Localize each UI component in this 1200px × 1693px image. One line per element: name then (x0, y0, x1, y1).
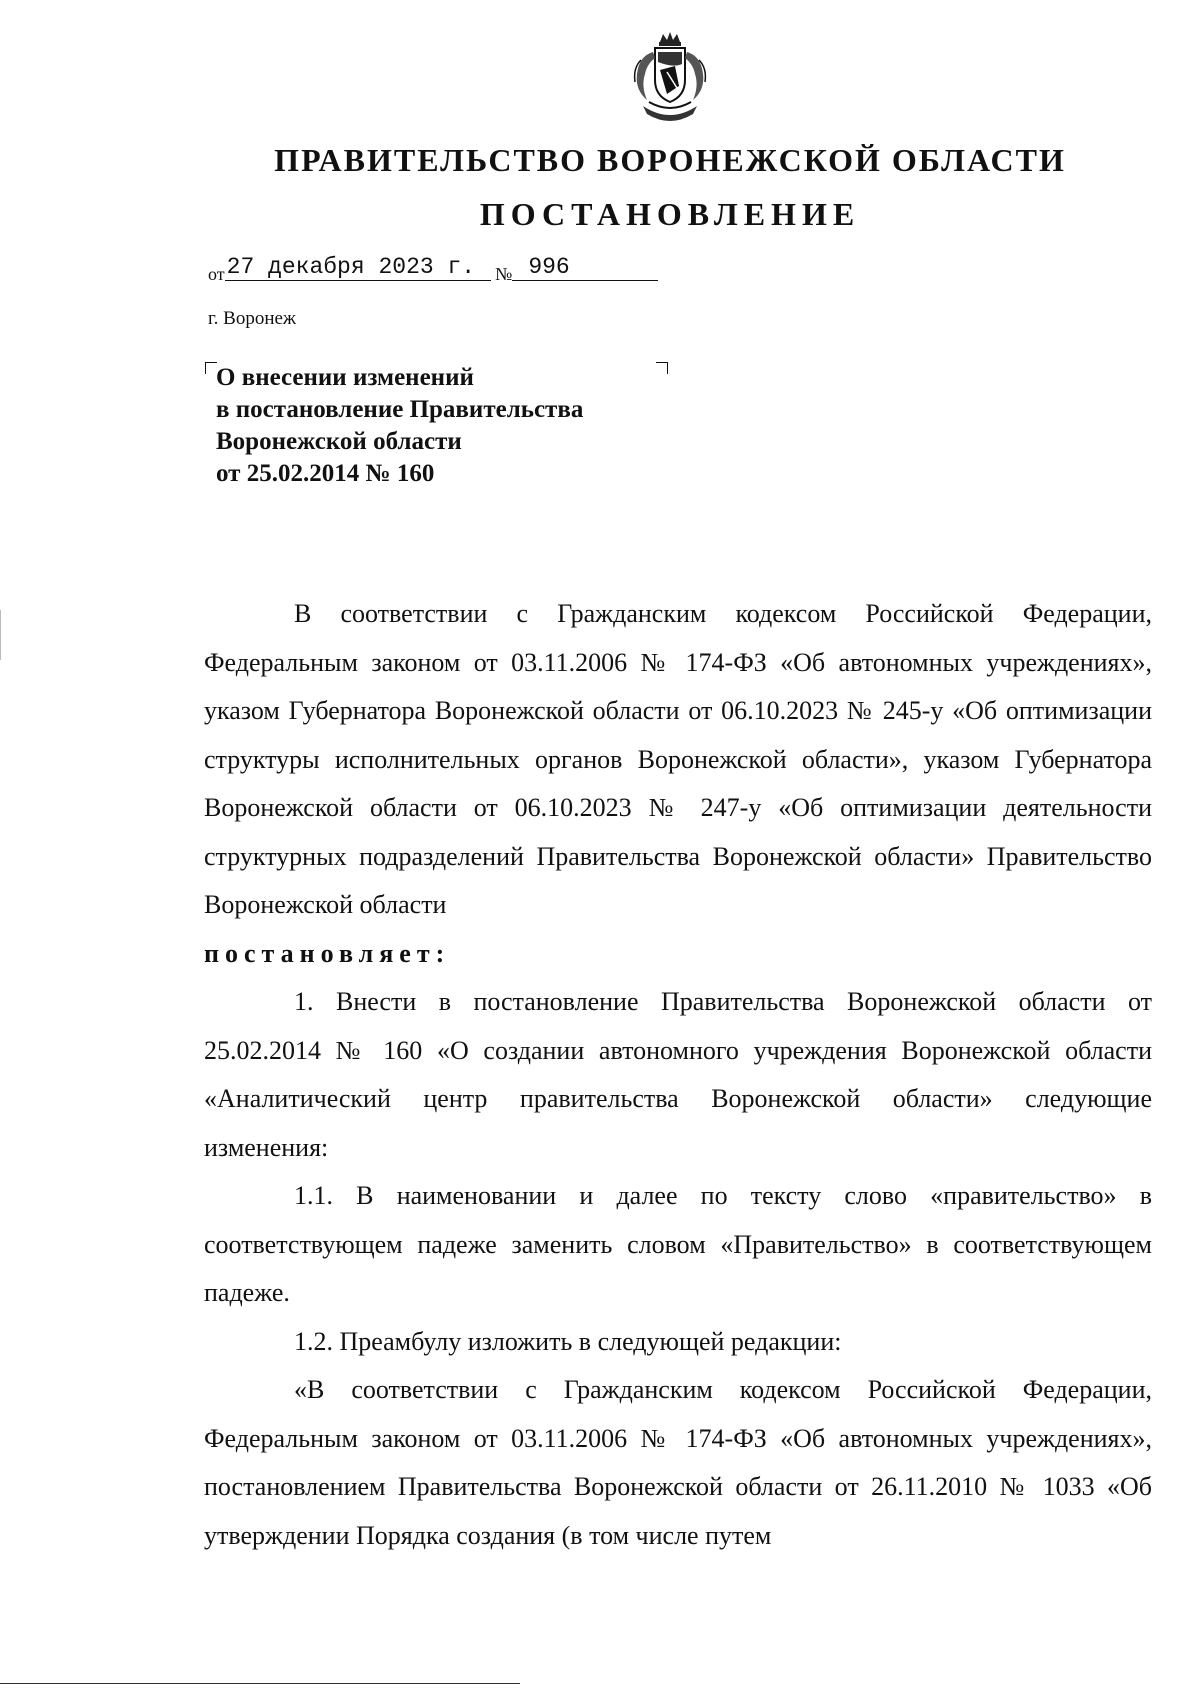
preamble-paragraph: В соответствии с Гражданским кодексом Российской Федерации, Федеральным законом от 03.11.2006 № 174-ФЗ «Об автономных учреждениях», указом Губернатора Воронежской области от 06.10.2023 № 245-у «Об оптимизации структуры исполнительных органов Воронежской области», указом Губернатора Воронежской области от 06.10.2023 № 247-у «Об оптимизации деятельности структурных подразделений Правительства Воронежской области» Правительство Воронежской области (204, 599, 1152, 919)
number-label: № (495, 264, 513, 284)
subject-line: Воронежской области (216, 428, 462, 455)
subject-bracket-right (656, 362, 668, 374)
resolves-line (204, 930, 1152, 979)
footer-rule (0, 1683, 520, 1684)
coat-of-arms-icon (627, 28, 713, 128)
item-1-paragraph: 1. Внести в постановление Правительства Воронежской области от 25.02.2014 № 160 «О создании автономного учреждения Воронежской области «Аналитический центр правительства Воронежской области» следующие изменения: (204, 987, 1152, 1162)
date-value: 27 декабря 2023 г. (225, 254, 491, 281)
item-1-2-paragraph: 1.2. Преамбулу изложить в следующей редакции: (294, 1326, 842, 1356)
item-1-1-paragraph: 1.1. В наименовании и далее по тексту слово «правительство» в соответствующем падеже заменить словом «Правительство» в соответствующем падеже. (204, 1181, 1152, 1307)
document-body (204, 590, 1152, 1560)
resolves-word: постановляет: (204, 938, 451, 968)
scan-margin-mark (0, 610, 1, 660)
quoted-preamble-paragraph: «В соответствии с Гражданским кодексом Российской Федерации, Федеральным законом от 03.11.2006 № 174-ФЗ «Об автономных учреждениях», постановлением Правительства Воронежской области от 26.11.2010 № 1033 «Об утверждении Порядка создания (в том числе путем (204, 1375, 1152, 1550)
subject-line: от 25.02.2014 № 160 (216, 460, 435, 487)
number-value: 996 (512, 254, 658, 281)
subject-line: в постановление Правительства (216, 396, 584, 423)
date-label: от (208, 264, 225, 284)
document-type-title: ПОСТАНОВЛЕНИЕ (479, 196, 861, 232)
government-title: ПРАВИТЕЛЬСТВО ВОРОНЕЖСКОЙ ОБЛАСТИ (274, 142, 1066, 178)
document-subject (216, 362, 583, 490)
registration-line (208, 254, 658, 288)
city-of-issue: г. Воронеж (208, 308, 297, 329)
subject-line: О внесении изменений (216, 364, 474, 391)
